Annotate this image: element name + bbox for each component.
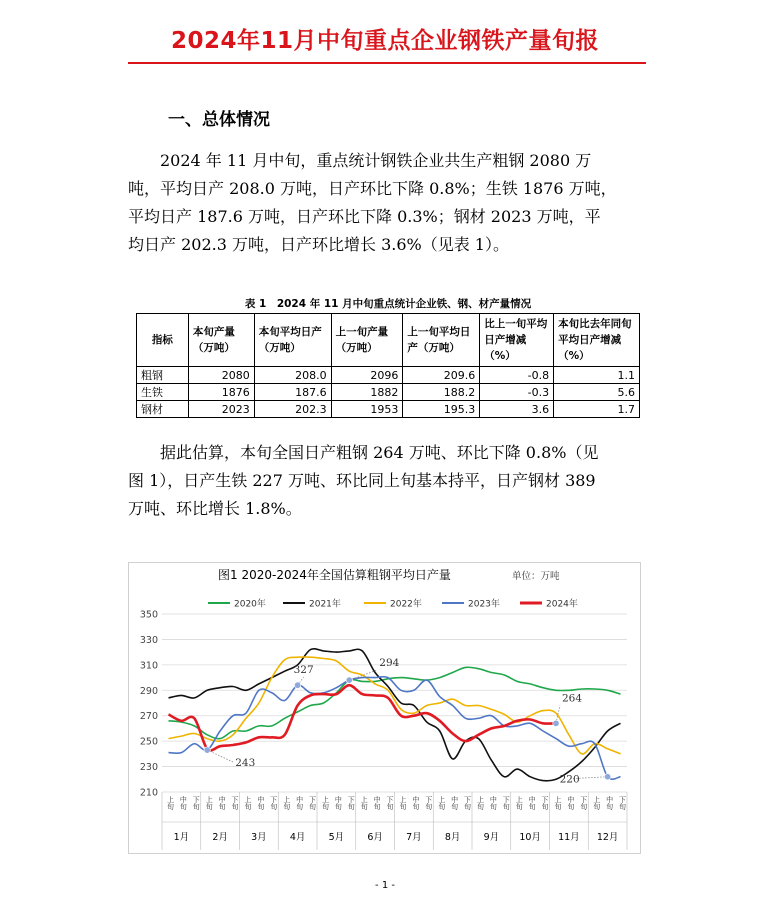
x-tick-label: 下旬 — [618, 796, 627, 810]
month-label: 6月 — [367, 832, 383, 843]
table-header-cell: 上一旬平均日产（万吨） — [403, 314, 480, 367]
x-tick-label: 上旬 — [437, 796, 446, 810]
legend-label: 2022年 — [390, 599, 422, 610]
table-cell: 209.6 — [403, 367, 480, 384]
paragraph-estimate — [128, 439, 648, 523]
annotation-label: 294 — [379, 657, 400, 670]
page-number: - 1 - — [375, 880, 395, 891]
x-tick-label: 下旬 — [502, 796, 511, 810]
x-tick-label: 中旬 — [450, 796, 459, 810]
table-cell: 2096 — [331, 367, 403, 384]
month-label: 12月 — [596, 832, 619, 843]
table-cell: 3.6 — [480, 401, 554, 418]
paragraph-line: 万吨、环比增长 1.8%。 — [128, 499, 302, 518]
x-tick-label: 下旬 — [347, 796, 356, 810]
x-tick-label: 中旬 — [489, 796, 498, 810]
table-row — [137, 401, 640, 418]
title-rule — [128, 62, 646, 64]
x-tick-label: 下旬 — [541, 796, 550, 810]
production-table — [136, 313, 640, 418]
x-tick-label: 上旬 — [166, 796, 175, 810]
y-tick-label: 250 — [139, 736, 158, 748]
annotation-point — [553, 720, 559, 726]
line-chart — [128, 562, 641, 854]
table-cell: 1953 — [331, 401, 403, 418]
table-cell: 1876 — [188, 384, 254, 401]
table-header-cell: 比上一旬平均日产增减（%） — [480, 314, 554, 367]
table-cell: 1882 — [331, 384, 403, 401]
section-heading: 一、总体情况 — [168, 110, 270, 130]
table-header-cell: 本旬平均日产（万吨） — [254, 314, 331, 367]
table-caption: 表 1 2024 年 11 月中旬重点统计企业铁、钢、材产量情况 — [244, 298, 532, 310]
x-tick-label: 中旬 — [566, 796, 575, 810]
table-header-cell: 本旬比去年同旬平均日产增减（%） — [554, 314, 640, 367]
month-label: 4月 — [289, 832, 306, 843]
table-cell: 188.2 — [403, 384, 480, 401]
x-tick-label: 下旬 — [231, 796, 240, 810]
y-tick-label: 230 — [139, 762, 158, 774]
table-row — [137, 367, 640, 384]
paragraph-line: 平均日产 187.6 万吨，日产环比下降 0.3%；钢材 2023 万吨，平 — [128, 207, 601, 226]
table-cell: 粗钢 — [137, 367, 189, 384]
table-cell: 1.1 — [554, 367, 640, 384]
y-tick-label: 290 — [139, 685, 158, 697]
table-header-row — [137, 314, 640, 367]
page-title: 2024年11月中旬重点企业钢铁产量旬报 — [170, 28, 600, 54]
x-tick-label: 上旬 — [515, 796, 524, 810]
x-tick-label: 中旬 — [373, 796, 382, 810]
x-tick-label: 上旬 — [243, 796, 252, 810]
x-tick-label: 上旬 — [592, 796, 601, 810]
annotation-label: 327 — [293, 664, 314, 677]
paragraph-line: 据此估算，本旬全国日产粗钢 264 万吨、环比下降 0.8%（见 — [160, 443, 599, 462]
paragraph-line: 吨，平均日产 208.0 万吨，日产环比下降 0.8%；生铁 1876 万吨， — [128, 179, 617, 198]
x-tick-label: 下旬 — [579, 796, 588, 810]
paragraph-line: 图 1），日产生铁 227 万吨、环比同上旬基本持平，日产钢材 389 — [128, 471, 596, 490]
x-tick-label: 上旬 — [360, 796, 369, 810]
month-label: 3月 — [251, 832, 267, 843]
y-tick-label: 330 — [139, 634, 158, 646]
month-label: 5月 — [328, 832, 345, 843]
table-cell: 202.3 — [254, 401, 331, 418]
chart-unit: 单位：万吨 — [512, 571, 560, 582]
chart-title: 图1 2020-2024年全国估算粗钢平均日产量 — [218, 568, 451, 582]
annotation-point — [204, 747, 210, 753]
month-label: 8月 — [444, 832, 461, 843]
x-tick-label: 中旬 — [295, 796, 304, 810]
table-cell: 钢材 — [137, 401, 189, 418]
legend-label: 2023年 — [468, 599, 500, 610]
x-tick-label: 中旬 — [411, 796, 420, 810]
table-header-cell: 上一旬产量（万吨） — [331, 314, 403, 367]
table-cell: 5.6 — [554, 384, 640, 401]
table-cell: 2080 — [188, 367, 254, 384]
annotation-label: 243 — [235, 757, 256, 770]
x-tick-label: 下旬 — [269, 796, 278, 810]
y-tick-label: 310 — [139, 660, 158, 672]
table-cell: 208.0 — [254, 367, 331, 384]
y-tick-label: 270 — [139, 711, 158, 723]
x-tick-label: 中旬 — [528, 796, 537, 810]
table-cell: 1.7 — [554, 401, 640, 418]
x-tick-label: 中旬 — [334, 796, 343, 810]
month-label: 2月 — [212, 832, 228, 843]
x-tick-label: 上旬 — [553, 796, 562, 810]
legend-label: 2020年 — [234, 599, 266, 610]
paragraph-line: 2024 年 11 月中旬，重点统计钢铁企业共生产粗钢 2080 万 — [160, 151, 592, 170]
table-cell: 生铁 — [137, 384, 189, 401]
table-cell: -0.3 — [480, 384, 554, 401]
month-label: 11月 — [558, 832, 580, 843]
month-label: 9月 — [483, 832, 500, 843]
x-tick-label: 中旬 — [256, 796, 265, 810]
x-tick-label: 下旬 — [424, 796, 433, 810]
table-cell: 187.6 — [254, 384, 331, 401]
month-label: 10月 — [519, 832, 541, 843]
x-tick-label: 上旬 — [476, 796, 485, 810]
chart-container — [128, 562, 641, 854]
x-tick-label: 下旬 — [192, 796, 201, 810]
month-label: 7月 — [406, 832, 422, 843]
table-row — [137, 384, 640, 401]
paragraph-line: 均日产 202.3 万吨，日产环比增长 3.6%（见表 1）。 — [128, 235, 509, 254]
paragraph-summary — [128, 147, 648, 259]
x-tick-label: 上旬 — [205, 796, 214, 810]
annotation-point — [294, 682, 300, 688]
table-cell: 2023 — [188, 401, 254, 418]
annotation-label: 220 — [559, 773, 580, 786]
x-tick-label: 上旬 — [398, 796, 407, 810]
table-cell: -0.8 — [480, 367, 554, 384]
y-tick-label: 350 — [139, 609, 158, 621]
annotation-label: 264 — [561, 692, 583, 705]
month-label: 1月 — [173, 832, 190, 843]
annotation-point — [346, 677, 352, 683]
table-cell: 195.3 — [403, 401, 480, 418]
x-tick-label: 上旬 — [321, 796, 330, 810]
legend-label: 2024年 — [546, 599, 578, 610]
annotation-point — [604, 774, 610, 780]
y-tick-label: 210 — [139, 787, 158, 799]
x-tick-label: 中旬 — [605, 796, 614, 810]
x-tick-label: 下旬 — [308, 796, 317, 810]
table-header-cell: 本旬产量（万吨） — [188, 314, 254, 367]
x-tick-label: 中旬 — [179, 796, 188, 810]
x-tick-label: 上旬 — [282, 796, 291, 810]
x-tick-label: 中旬 — [218, 796, 227, 810]
x-tick-label: 下旬 — [463, 796, 472, 810]
x-tick-label: 下旬 — [386, 796, 395, 810]
table-header-cell: 指标 — [137, 314, 189, 367]
legend-label: 2021年 — [309, 599, 341, 610]
